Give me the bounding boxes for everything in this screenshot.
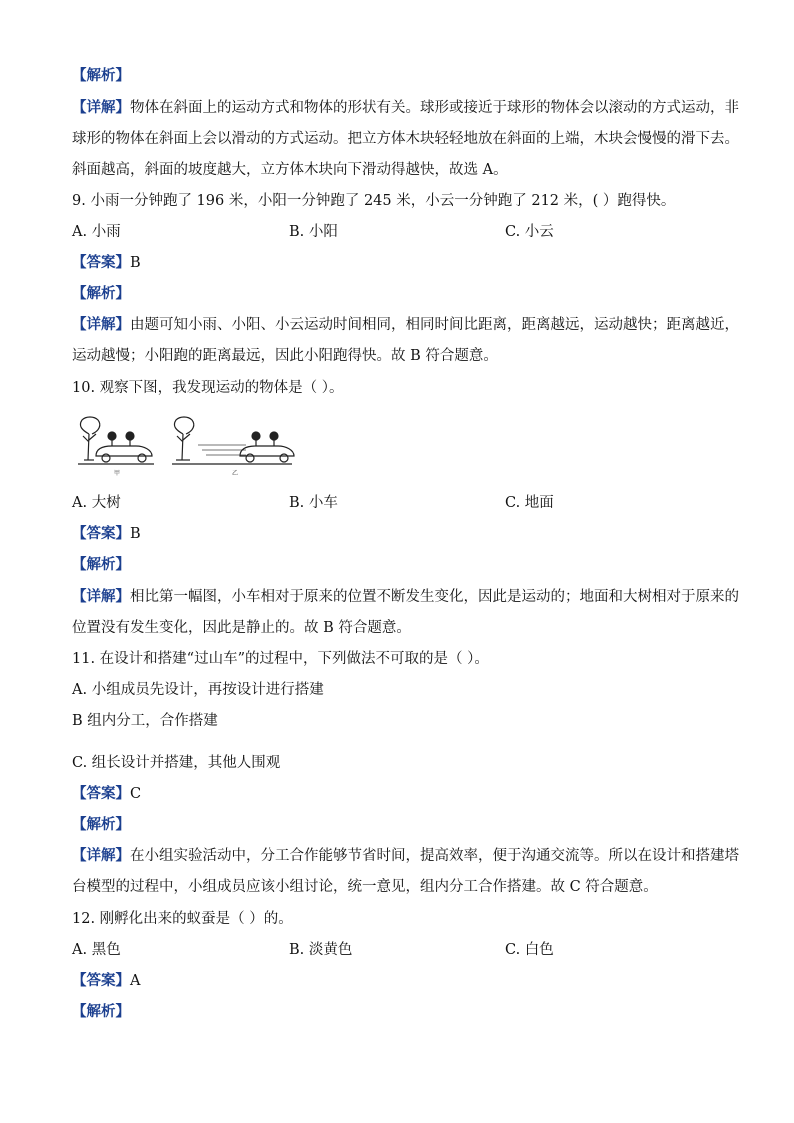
- q12-option-a: A. 黑色: [72, 942, 121, 958]
- q10-detail-line-1: [72, 587, 739, 607]
- q10-analysis-tag: 【解析】: [72, 556, 130, 573]
- q8-detail-line-1: [72, 98, 739, 118]
- q11-answer-tag: 【答案】: [72, 785, 130, 802]
- q12-option-c: C. 白色: [505, 942, 554, 958]
- q11-option-a: A. 小组成员先设计，再按设计进行搭建: [72, 682, 324, 698]
- q9-detail-line-1: [72, 315, 739, 335]
- q8-detail-line-3: 斜面越高，斜面的坡度越大，立方体木块向下滑动得越快，故选 A。: [72, 162, 508, 178]
- car-icon: [240, 432, 294, 462]
- q11-detail-tag: 【详解】: [72, 847, 130, 864]
- q9-answer: B: [130, 255, 141, 271]
- q10-option-b: B. 小车: [289, 495, 338, 511]
- motion-lines: [198, 445, 246, 455]
- q11-option-b: B 组内分工，合作搭建: [72, 713, 218, 729]
- q10-answer: B: [130, 526, 141, 542]
- q11-detail-text-1: 在小组实验活动中，分工合作能够节省时间，提高效率，便于沟通交流等。所以在设计和搭建塔: [130, 848, 739, 864]
- q11-answer: C: [130, 786, 142, 802]
- q8-detail-tag: 【详解】: [72, 99, 130, 116]
- q10-detail-tag: 【详解】: [72, 588, 130, 605]
- q10-answer-tag: 【答案】: [72, 525, 130, 542]
- q11-detail-line-2: 台模型的过程中，小组成员应该小组讨论，统一意见，组内分工合作搭建。故 C 符合题意。: [72, 879, 658, 895]
- q12-option-b: B. 淡黄色: [289, 942, 353, 958]
- car-icon: [96, 432, 152, 462]
- q9-answer-tag: 【答案】: [72, 254, 130, 271]
- q8-detail-line-2: 球形的物体在斜面上会以滑动的方式运动。把立方体木块轻轻地放在斜面的上端，木块会慢慢的滑下去。: [72, 131, 739, 147]
- q10-figure: [72, 412, 302, 478]
- q10-detail-line-2: 位置没有发生变化，因此是静止的。故 B 符合题意。: [72, 620, 411, 636]
- figure-caption-1: 甲: [114, 470, 121, 477]
- q9-question: 9. 小雨一分钟跑了 196 米，小阳一分钟跑了 245 米，小云一分钟跑了 212 米，( ）跑得快。: [72, 193, 676, 209]
- q10-answer-line: [72, 524, 141, 544]
- q8-detail-text-1: 物体在斜面上的运动方式和物体的形状有关。球形或接近于球形的物体会以滚动的方式运动，非: [130, 100, 739, 116]
- q12-question: 12. 刚孵化出来的蚁蚕是（ ）的。: [72, 911, 293, 927]
- q9-detail-tag: 【详解】: [72, 316, 130, 333]
- q11-analysis-tag: 【解析】: [72, 816, 130, 833]
- q11-question: 11. 在设计和搭建“过山车”的过程中，下列做法不可取的是（ ）。: [72, 651, 489, 667]
- q9-option-c: C. 小云: [505, 224, 554, 240]
- q8-analysis-tag: 【解析】: [72, 67, 130, 84]
- q9-option-a: A. 小雨: [72, 224, 121, 240]
- q9-option-b: B. 小阳: [289, 224, 338, 240]
- q11-option-c: C. 组长设计并搭建，其他人围观: [72, 755, 281, 771]
- q12-analysis-tag: 【解析】: [72, 1003, 130, 1020]
- tree-icon: [174, 417, 193, 460]
- q12-answer-line: [72, 971, 140, 991]
- q11-answer-line: [72, 784, 141, 804]
- q9-detail-line-2: 运动越慢；小阳跑的距离最远，因此小阳跑得快。故 B 符合题意。: [72, 348, 498, 364]
- q9-analysis-tag: 【解析】: [72, 285, 130, 302]
- q12-answer: A: [130, 973, 141, 989]
- q10-detail-text-1: 相比第一幅图，小车相对于原来的位置不断发生变化，因此是运动的；地面和大树相对于原来的: [130, 589, 739, 605]
- q9-answer-line: [72, 253, 141, 273]
- q12-answer-tag: 【答案】: [72, 972, 130, 989]
- q11-detail-line-1: [72, 846, 739, 866]
- q10-question: 10. 观察下图，我发现运动的物体是（ ）。: [72, 380, 344, 396]
- q10-option-c: C. 地面: [505, 495, 554, 511]
- q10-option-a: A. 大树: [72, 495, 121, 511]
- figure-caption-2: 乙: [232, 470, 239, 477]
- q9-detail-text-1: 由题可知小雨、小阳、小云运动时间相同，相同时间比距离，距离越远，运动越快；距离越近，: [130, 317, 739, 333]
